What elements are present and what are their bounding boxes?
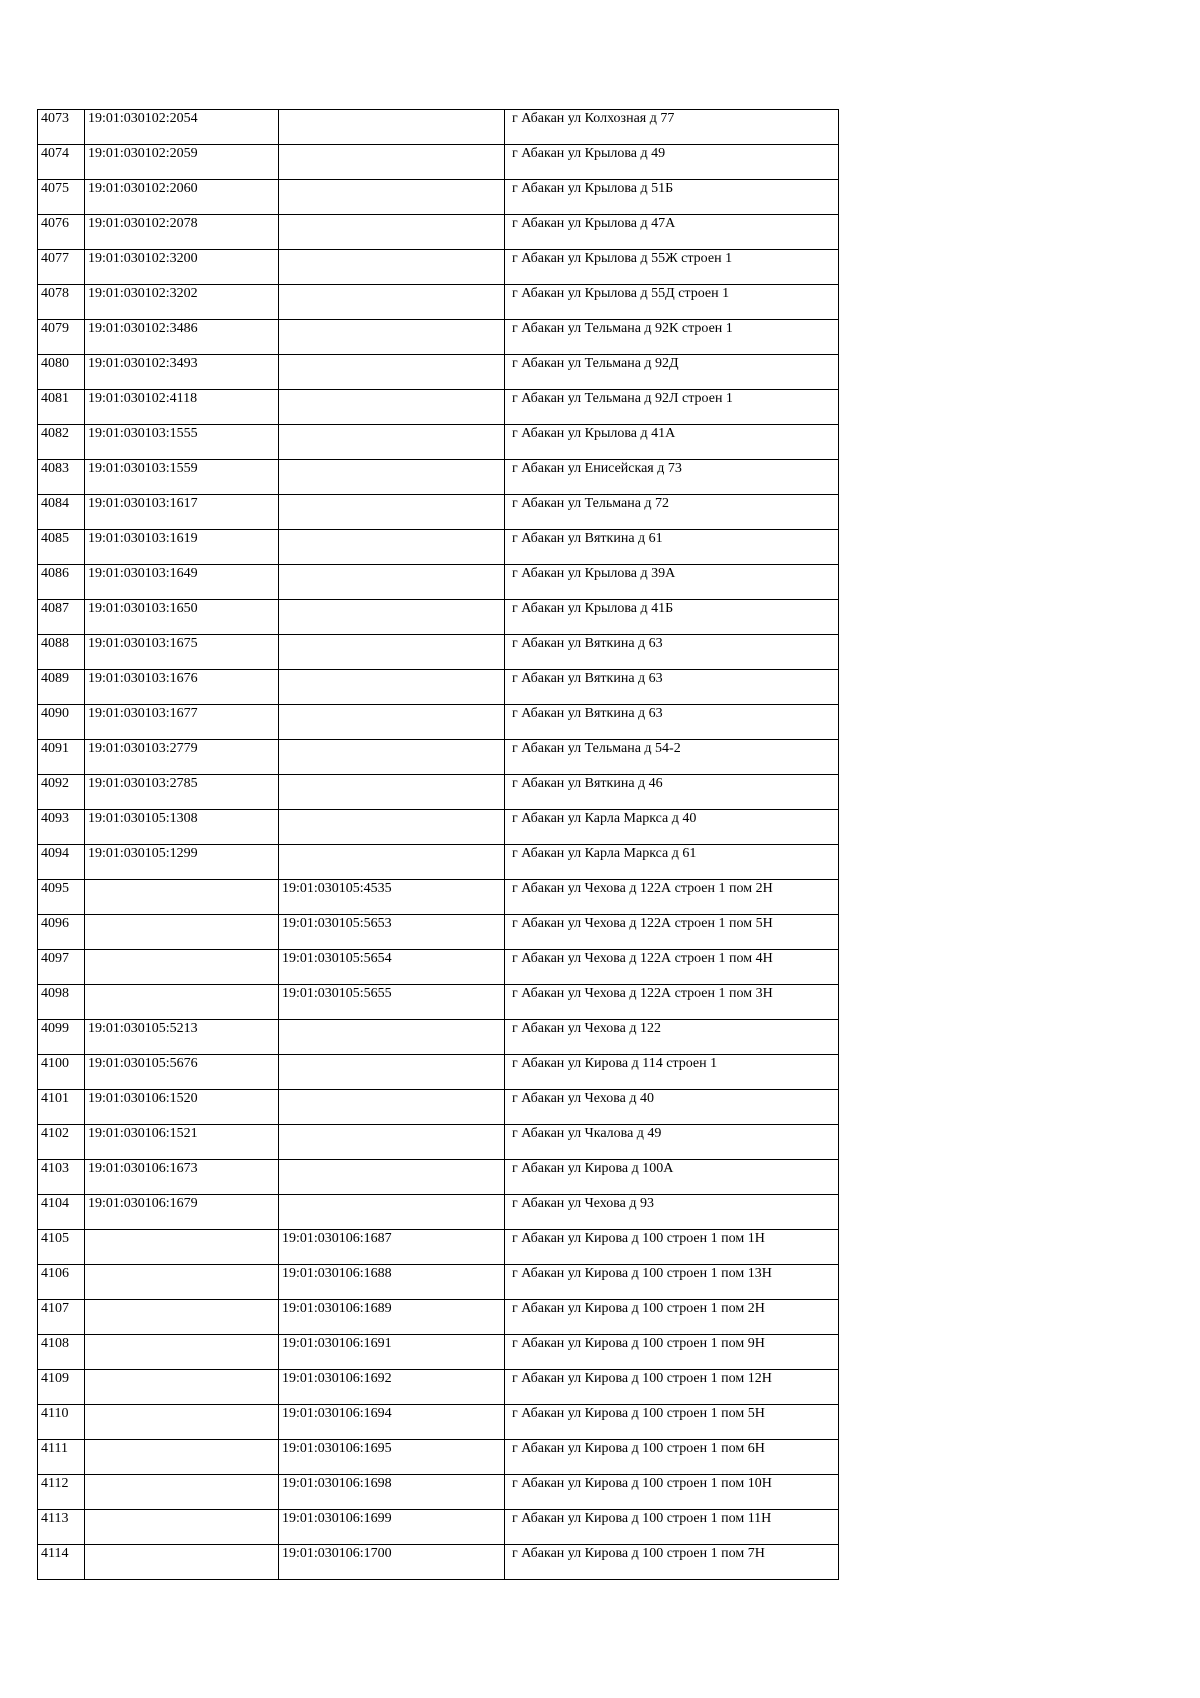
premise-cadastral-number-cell [279,1195,505,1230]
address-cell: г Абакан ул Тельмана д 92К строен 1 [505,320,839,355]
row-number-cell: 4105 [38,1230,85,1265]
premise-cadastral-number-cell [279,1160,505,1195]
address-cell: г Абакан ул Кирова д 100 строен 1 пом 10Н [505,1475,839,1510]
address-cell: г Абакан ул Чехова д 122А строен 1 пом 4Н [505,950,839,985]
row-number-cell: 4086 [38,565,85,600]
premise-cadastral-number-cell [279,1055,505,1090]
premise-cadastral-number-cell [279,810,505,845]
table-row [38,635,839,670]
address-cell: г Абакан ул Кирова д 100 строен 1 пом 2Н [505,1300,839,1335]
land-cadastral-number-cell: 19:01:030103:1559 [85,460,279,495]
table-row [38,1020,839,1055]
premise-cadastral-number-cell [279,565,505,600]
land-cadastral-number-cell: 19:01:030103:1675 [85,635,279,670]
address-cell: г Абакан ул Карла Маркса д 61 [505,845,839,880]
address-cell: г Абакан ул Крылова д 47А [505,215,839,250]
land-cadastral-number-cell: 19:01:030103:1677 [85,705,279,740]
land-cadastral-number-cell: 19:01:030103:1617 [85,495,279,530]
land-cadastral-number-cell [85,985,279,1020]
premise-cadastral-number-cell [279,775,505,810]
address-cell: г Абакан ул Кирова д 100А [505,1160,839,1195]
land-cadastral-number-cell: 19:01:030106:1520 [85,1090,279,1125]
table-row [38,1160,839,1195]
row-number-cell: 4073 [38,110,85,145]
table-row [38,1055,839,1090]
address-cell: г Абакан ул Вяткина д 63 [505,705,839,740]
premise-cadastral-number-cell: 19:01:030106:1688 [279,1265,505,1300]
address-cell: г Абакан ул Кирова д 100 строен 1 пом 9Н [505,1335,839,1370]
address-cell: г Абакан ул Чехова д 122 [505,1020,839,1055]
table-row [38,810,839,845]
table-row [38,845,839,880]
premise-cadastral-number-cell [279,110,505,145]
land-cadastral-number-cell: 19:01:030102:2054 [85,110,279,145]
table-row [38,1195,839,1230]
premise-cadastral-number-cell [279,635,505,670]
address-cell: г Абакан ул Кирова д 100 строен 1 пом 5Н [505,1405,839,1440]
row-number-cell: 4092 [38,775,85,810]
row-number-cell: 4091 [38,740,85,775]
address-cell: г Абакан ул Енисейская д 73 [505,460,839,495]
table-row [38,1090,839,1125]
row-number-cell: 4104 [38,1195,85,1230]
table-row [38,985,839,1020]
row-number-cell: 4109 [38,1370,85,1405]
table-row [38,390,839,425]
land-cadastral-number-cell: 19:01:030102:2059 [85,145,279,180]
row-number-cell: 4099 [38,1020,85,1055]
table-row [38,1335,839,1370]
row-number-cell: 4102 [38,1125,85,1160]
land-cadastral-number-cell: 19:01:030106:1521 [85,1125,279,1160]
premise-cadastral-number-cell: 19:01:030106:1689 [279,1300,505,1335]
row-number-cell: 4094 [38,845,85,880]
table-row [38,705,839,740]
row-number-cell: 4097 [38,950,85,985]
row-number-cell: 4095 [38,880,85,915]
address-cell: г Абакан ул Вяткина д 63 [505,635,839,670]
row-number-cell: 4111 [38,1440,85,1475]
land-cadastral-number-cell: 19:01:030105:5676 [85,1055,279,1090]
land-cadastral-number-cell: 19:01:030105:1308 [85,810,279,845]
land-cadastral-number-cell: 19:01:030106:1679 [85,1195,279,1230]
address-cell: г Абакан ул Чехова д 122А строен 1 пом 3Н [505,985,839,1020]
premise-cadastral-number-cell [279,425,505,460]
premise-cadastral-number-cell [279,145,505,180]
address-cell: г Абакан ул Чкалова д 49 [505,1125,839,1160]
row-number-cell: 4100 [38,1055,85,1090]
row-number-cell: 4110 [38,1405,85,1440]
row-number-cell: 4083 [38,460,85,495]
row-number-cell: 4089 [38,670,85,705]
premise-cadastral-number-cell: 19:01:030106:1698 [279,1475,505,1510]
premise-cadastral-number-cell [279,740,505,775]
table-row [38,1300,839,1335]
row-number-cell: 4087 [38,600,85,635]
address-cell: г Абакан ул Крылова д 41А [505,425,839,460]
premise-cadastral-number-cell: 19:01:030106:1695 [279,1440,505,1475]
row-number-cell: 4114 [38,1545,85,1580]
premise-cadastral-number-cell: 19:01:030105:4535 [279,880,505,915]
land-cadastral-number-cell: 19:01:030106:1673 [85,1160,279,1195]
address-cell: г Абакан ул Кирова д 100 строен 1 пом 11Н [505,1510,839,1545]
land-cadastral-number-cell: 19:01:030102:4118 [85,390,279,425]
premise-cadastral-number-cell [279,1125,505,1160]
row-number-cell: 4093 [38,810,85,845]
table-row [38,1405,839,1440]
table-row [38,110,839,145]
premise-cadastral-number-cell: 19:01:030106:1687 [279,1230,505,1265]
row-number-cell: 4082 [38,425,85,460]
row-number-cell: 4096 [38,915,85,950]
premise-cadastral-number-cell [279,530,505,565]
land-cadastral-number-cell [85,1300,279,1335]
property-table [37,109,839,1580]
premise-cadastral-number-cell [279,495,505,530]
row-number-cell: 4107 [38,1300,85,1335]
land-cadastral-number-cell [85,1265,279,1300]
table-row [38,1440,839,1475]
row-number-cell: 4079 [38,320,85,355]
premise-cadastral-number-cell [279,670,505,705]
row-number-cell: 4103 [38,1160,85,1195]
table-row [38,1510,839,1545]
table-row [38,565,839,600]
land-cadastral-number-cell: 19:01:030105:5213 [85,1020,279,1055]
land-cadastral-number-cell: 19:01:030102:3493 [85,355,279,390]
premise-cadastral-number-cell: 19:01:030106:1700 [279,1545,505,1580]
land-cadastral-number-cell: 19:01:030103:1676 [85,670,279,705]
address-cell: г Абакан ул Крылова д 49 [505,145,839,180]
table-row [38,530,839,565]
address-cell: г Абакан ул Тельмана д 54-2 [505,740,839,775]
row-number-cell: 4075 [38,180,85,215]
table-row [38,1265,839,1300]
row-number-cell: 4108 [38,1335,85,1370]
land-cadastral-number-cell: 19:01:030102:3200 [85,250,279,285]
row-number-cell: 4090 [38,705,85,740]
table-row [38,775,839,810]
premise-cadastral-number-cell [279,250,505,285]
address-cell: г Абакан ул Крылова д 55Ж строен 1 [505,250,839,285]
row-number-cell: 4098 [38,985,85,1020]
row-number-cell: 4074 [38,145,85,180]
table-row [38,250,839,285]
address-cell: г Абакан ул Вяткина д 61 [505,530,839,565]
table-row [38,320,839,355]
address-cell: г Абакан ул Вяткина д 46 [505,775,839,810]
address-cell: г Абакан ул Кирова д 100 строен 1 пом 13Н [505,1265,839,1300]
address-cell: г Абакан ул Чехова д 122А строен 1 пом 5Н [505,915,839,950]
premise-cadastral-number-cell: 19:01:030106:1691 [279,1335,505,1370]
row-number-cell: 4088 [38,635,85,670]
row-number-cell: 4112 [38,1475,85,1510]
table-row [38,1370,839,1405]
land-cadastral-number-cell [85,880,279,915]
land-cadastral-number-cell: 19:01:030103:1649 [85,565,279,600]
table-row [38,460,839,495]
land-cadastral-number-cell: 19:01:030102:2060 [85,180,279,215]
premise-cadastral-number-cell [279,1020,505,1055]
table-row [38,355,839,390]
land-cadastral-number-cell [85,1405,279,1440]
address-cell: г Абакан ул Кирова д 100 строен 1 пом 1Н [505,1230,839,1265]
land-cadastral-number-cell: 19:01:030103:1555 [85,425,279,460]
land-cadastral-number-cell: 19:01:030103:2779 [85,740,279,775]
land-cadastral-number-cell: 19:01:030102:3486 [85,320,279,355]
table-row [38,180,839,215]
premise-cadastral-number-cell: 19:01:030105:5655 [279,985,505,1020]
land-cadastral-number-cell [85,1440,279,1475]
table-row [38,215,839,250]
table-row [38,670,839,705]
address-cell: г Абакан ул Крылова д 41Б [505,600,839,635]
premise-cadastral-number-cell [279,600,505,635]
premise-cadastral-number-cell: 19:01:030106:1694 [279,1405,505,1440]
land-cadastral-number-cell [85,1370,279,1405]
row-number-cell: 4080 [38,355,85,390]
row-number-cell: 4076 [38,215,85,250]
premise-cadastral-number-cell [279,1090,505,1125]
address-cell: г Абакан ул Крылова д 51Б [505,180,839,215]
address-cell: г Абакан ул Кирова д 114 строен 1 [505,1055,839,1090]
address-cell: г Абакан ул Тельмана д 92Д [505,355,839,390]
land-cadastral-number-cell: 19:01:030103:1650 [85,600,279,635]
table-row [38,880,839,915]
table-row [38,1545,839,1580]
table-row [38,285,839,320]
premise-cadastral-number-cell [279,215,505,250]
address-cell: г Абакан ул Кирова д 100 строен 1 пом 7Н [505,1545,839,1580]
premise-cadastral-number-cell [279,705,505,740]
address-cell: г Абакан ул Крылова д 55Д строен 1 [505,285,839,320]
premise-cadastral-number-cell [279,180,505,215]
table-body [38,110,839,1580]
address-cell: г Абакан ул Кирова д 100 строен 1 пом 6Н [505,1440,839,1475]
address-cell: г Абакан ул Колхозная д 77 [505,110,839,145]
row-number-cell: 4113 [38,1510,85,1545]
land-cadastral-number-cell [85,1335,279,1370]
table-row [38,1230,839,1265]
premise-cadastral-number-cell [279,355,505,390]
table-row [38,915,839,950]
premise-cadastral-number-cell: 19:01:030106:1692 [279,1370,505,1405]
land-cadastral-number-cell [85,950,279,985]
row-number-cell: 4081 [38,390,85,425]
row-number-cell: 4101 [38,1090,85,1125]
table-row [38,740,839,775]
premise-cadastral-number-cell: 19:01:030105:5654 [279,950,505,985]
premise-cadastral-number-cell: 19:01:030106:1699 [279,1510,505,1545]
address-cell: г Абакан ул Тельмана д 92Л строен 1 [505,390,839,425]
premise-cadastral-number-cell [279,320,505,355]
land-cadastral-number-cell: 19:01:030105:1299 [85,845,279,880]
land-cadastral-number-cell [85,1475,279,1510]
premise-cadastral-number-cell [279,285,505,320]
land-cadastral-number-cell [85,1510,279,1545]
address-cell: г Абакан ул Чехова д 122А строен 1 пом 2Н [505,880,839,915]
premise-cadastral-number-cell: 19:01:030105:5653 [279,915,505,950]
address-cell: г Абакан ул Чехова д 40 [505,1090,839,1125]
land-cadastral-number-cell [85,915,279,950]
land-cadastral-number-cell: 19:01:030103:1619 [85,530,279,565]
table-row [38,1475,839,1510]
row-number-cell: 4084 [38,495,85,530]
table-row [38,600,839,635]
premise-cadastral-number-cell [279,460,505,495]
address-cell: г Абакан ул Карла Маркса д 40 [505,810,839,845]
row-number-cell: 4078 [38,285,85,320]
premise-cadastral-number-cell [279,390,505,425]
land-cadastral-number-cell [85,1230,279,1265]
land-cadastral-number-cell: 19:01:030102:3202 [85,285,279,320]
table-row [38,1125,839,1160]
address-cell: г Абакан ул Тельмана д 72 [505,495,839,530]
row-number-cell: 4106 [38,1265,85,1300]
table-row [38,425,839,460]
land-cadastral-number-cell: 19:01:030103:2785 [85,775,279,810]
land-cadastral-number-cell: 19:01:030102:2078 [85,215,279,250]
table-row [38,950,839,985]
address-cell: г Абакан ул Чехова д 93 [505,1195,839,1230]
premise-cadastral-number-cell [279,845,505,880]
table-row [38,495,839,530]
address-cell: г Абакан ул Кирова д 100 строен 1 пом 12Н [505,1370,839,1405]
address-cell: г Абакан ул Крылова д 39А [505,565,839,600]
table-row [38,145,839,180]
row-number-cell: 4085 [38,530,85,565]
address-cell: г Абакан ул Вяткина д 63 [505,670,839,705]
row-number-cell: 4077 [38,250,85,285]
land-cadastral-number-cell [85,1545,279,1580]
